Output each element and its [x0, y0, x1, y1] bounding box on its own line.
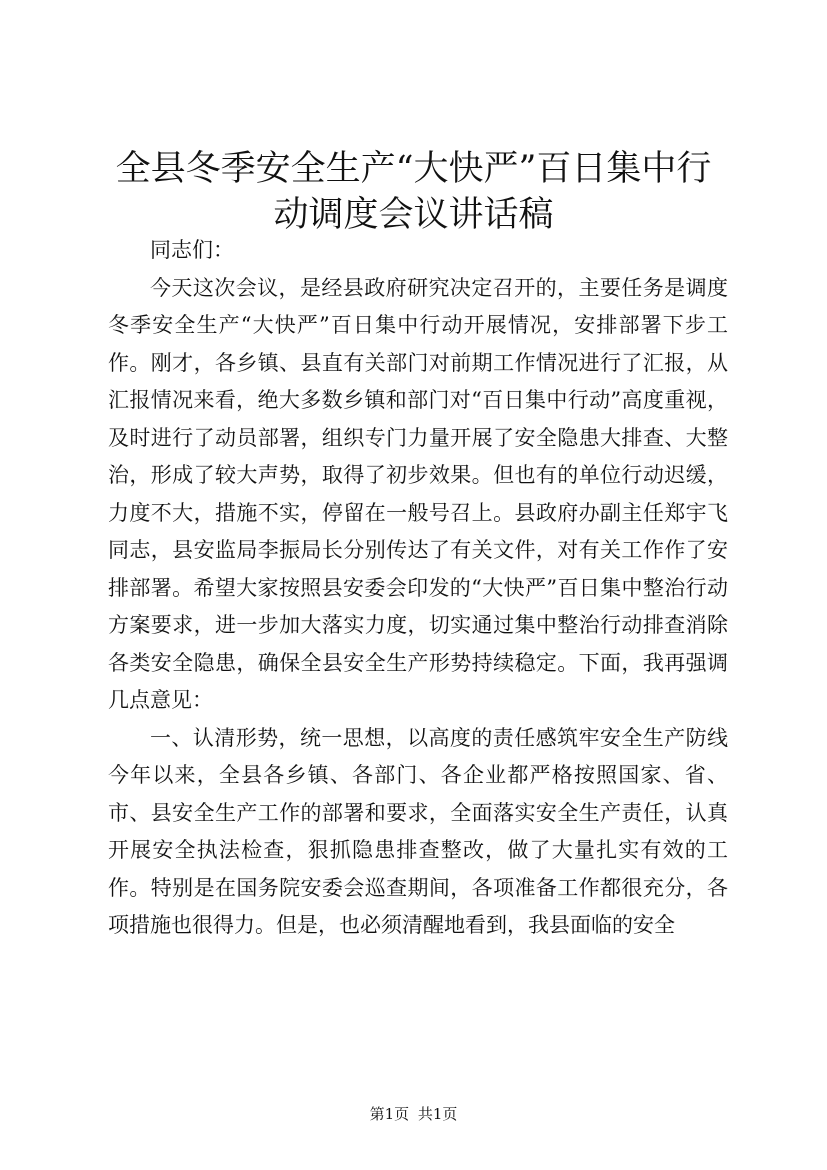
body-paragraph: 今天这次会议，是经县政府研究决定召开的，主要任务是调度冬季安全生产“大快严”百日集中行动开展情况，安排部署下步工作。刚才，各乡镇、县直有关部门对前期工作情况进行了汇报，从汇报情况来看，绝大多数乡镇和部门对“百日集中行动”高度重视，及时进行了动员部署，组织专门力量开展了安全隐患大排查、大整治，形成了较大声势，取得了初步效果。但也有的单位行动迟缓，力度不大，措施不实，停留在一般号召上。县政府办副主任郑宇飞同志，县安监局李振局长分别传达了有关文件，对有关工作作了安排部署。希望大家按照县安委会印发的“大快严”百日集中整治行动方案要求，进一步加大落实力度，切实通过集中整治行动排查消除各类安全隐患，确保全县安全生产形势持续稳定。下面，我再强调几点意见：: [108, 275, 728, 712]
page-total: 共1页: [417, 1105, 458, 1123]
body-paragraph: 一、认清形势，统一思想，以高度的责任感筑牢安全生产防线今年以来，全县各乡镇、各部门、各企业都严格按照国家、省、市、县安全生产工作的部署和要求，全面落实安全生产责任，认真开展安全执法检查，狠抓隐患排查整改，做了大量扎实有效的工作。特别是在国务院安委会巡查期间，各项准备工作都很充分，各项措施也很得力。但是，也必须清醒地看到，我县面临的安全: [108, 725, 728, 937]
salutation-paragraph: 同志们：: [150, 238, 234, 262]
page-footer: [0, 1104, 827, 1124]
page-number: 第1页: [369, 1105, 410, 1123]
document-body: [108, 232, 728, 945]
document-title: 全县冬季安全生产“大快严”百日集中行动调度会议讲话稿: [115, 149, 712, 235]
